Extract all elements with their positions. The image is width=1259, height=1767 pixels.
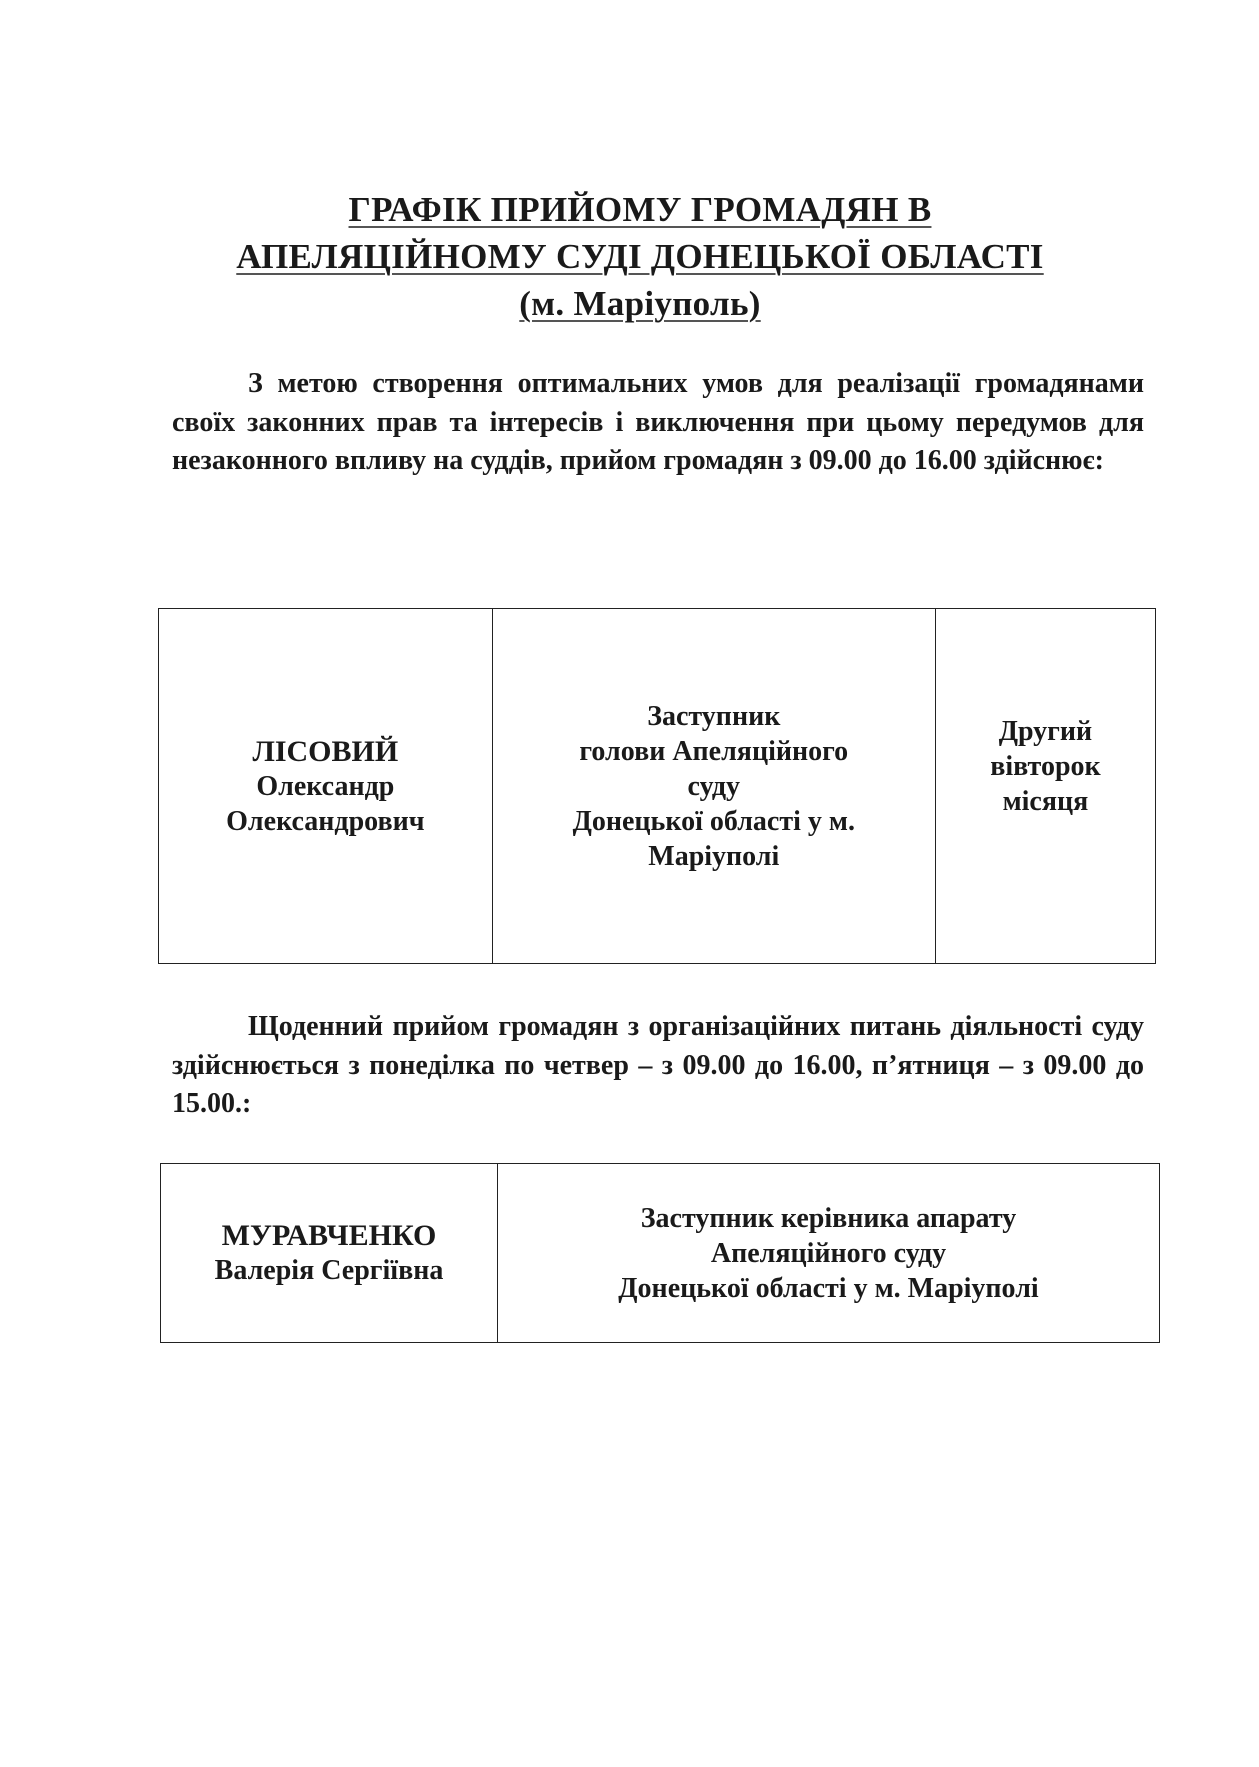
daily-reception-paragraph: Щоденний прийом громадян з організаційних питань діяльності суду здійснюється з понеділка по четвер – з 09.00 до 16.00, п’ятниця – з 09.00 до 15.00.:	[172, 1011, 1144, 1119]
table-row	[161, 1164, 1160, 1343]
position-line: Заступник керівника апарату	[640, 1202, 1017, 1234]
official-name-cell	[159, 609, 493, 964]
schedule-line: Другий	[998, 715, 1093, 747]
position-line: голови Апеляційного	[579, 735, 849, 767]
official-patronymic: Олександрович	[226, 805, 425, 837]
official-name-cell	[161, 1164, 498, 1343]
title-line-2: АПЕЛЯЦІЙНОМУ СУДІ ДОНЕЦЬКОЇ ОБЛАСТІ	[236, 237, 1044, 276]
position-line: Апеляційного суду	[710, 1237, 947, 1269]
official-first-name: Олександр	[256, 770, 395, 802]
official-given-names: Валерія Сергіївна	[214, 1255, 444, 1286]
position-line: суду	[687, 770, 741, 802]
title-line-3: (м. Маріуполь)	[519, 284, 761, 323]
intro-paragraph: З метою створення оптимальних умов для реалізації громадянами своїх законних прав та інтересів і виключення при цьому передумов для незаконного впливу на суддів, прийом громадян з 09.00 до 16.00 здійснює:	[172, 368, 1144, 476]
official-surname: МУРАВЧЕНКО	[221, 1219, 437, 1252]
official-position-cell	[492, 609, 935, 964]
position-line: Заступник	[647, 700, 781, 732]
official-surname: ЛІСОВИЙ	[252, 734, 399, 768]
official-position-cell	[498, 1164, 1160, 1343]
title-line-1: ГРАФІК ПРИЙОМУ ГРОМАДЯН В	[348, 190, 932, 229]
daily-reception-table	[160, 1163, 1160, 1343]
reception-schedule-table	[158, 608, 1156, 964]
position-line: Донецької області у м. Маріуполі	[618, 1272, 1039, 1304]
schedule-cell	[935, 609, 1155, 964]
schedule-line: вівторок	[990, 750, 1101, 782]
schedule-line: місяця	[1002, 785, 1089, 817]
table-row	[159, 609, 1156, 964]
position-line: Маріуполі	[648, 840, 780, 872]
position-line: Донецької області у м.	[572, 805, 855, 837]
